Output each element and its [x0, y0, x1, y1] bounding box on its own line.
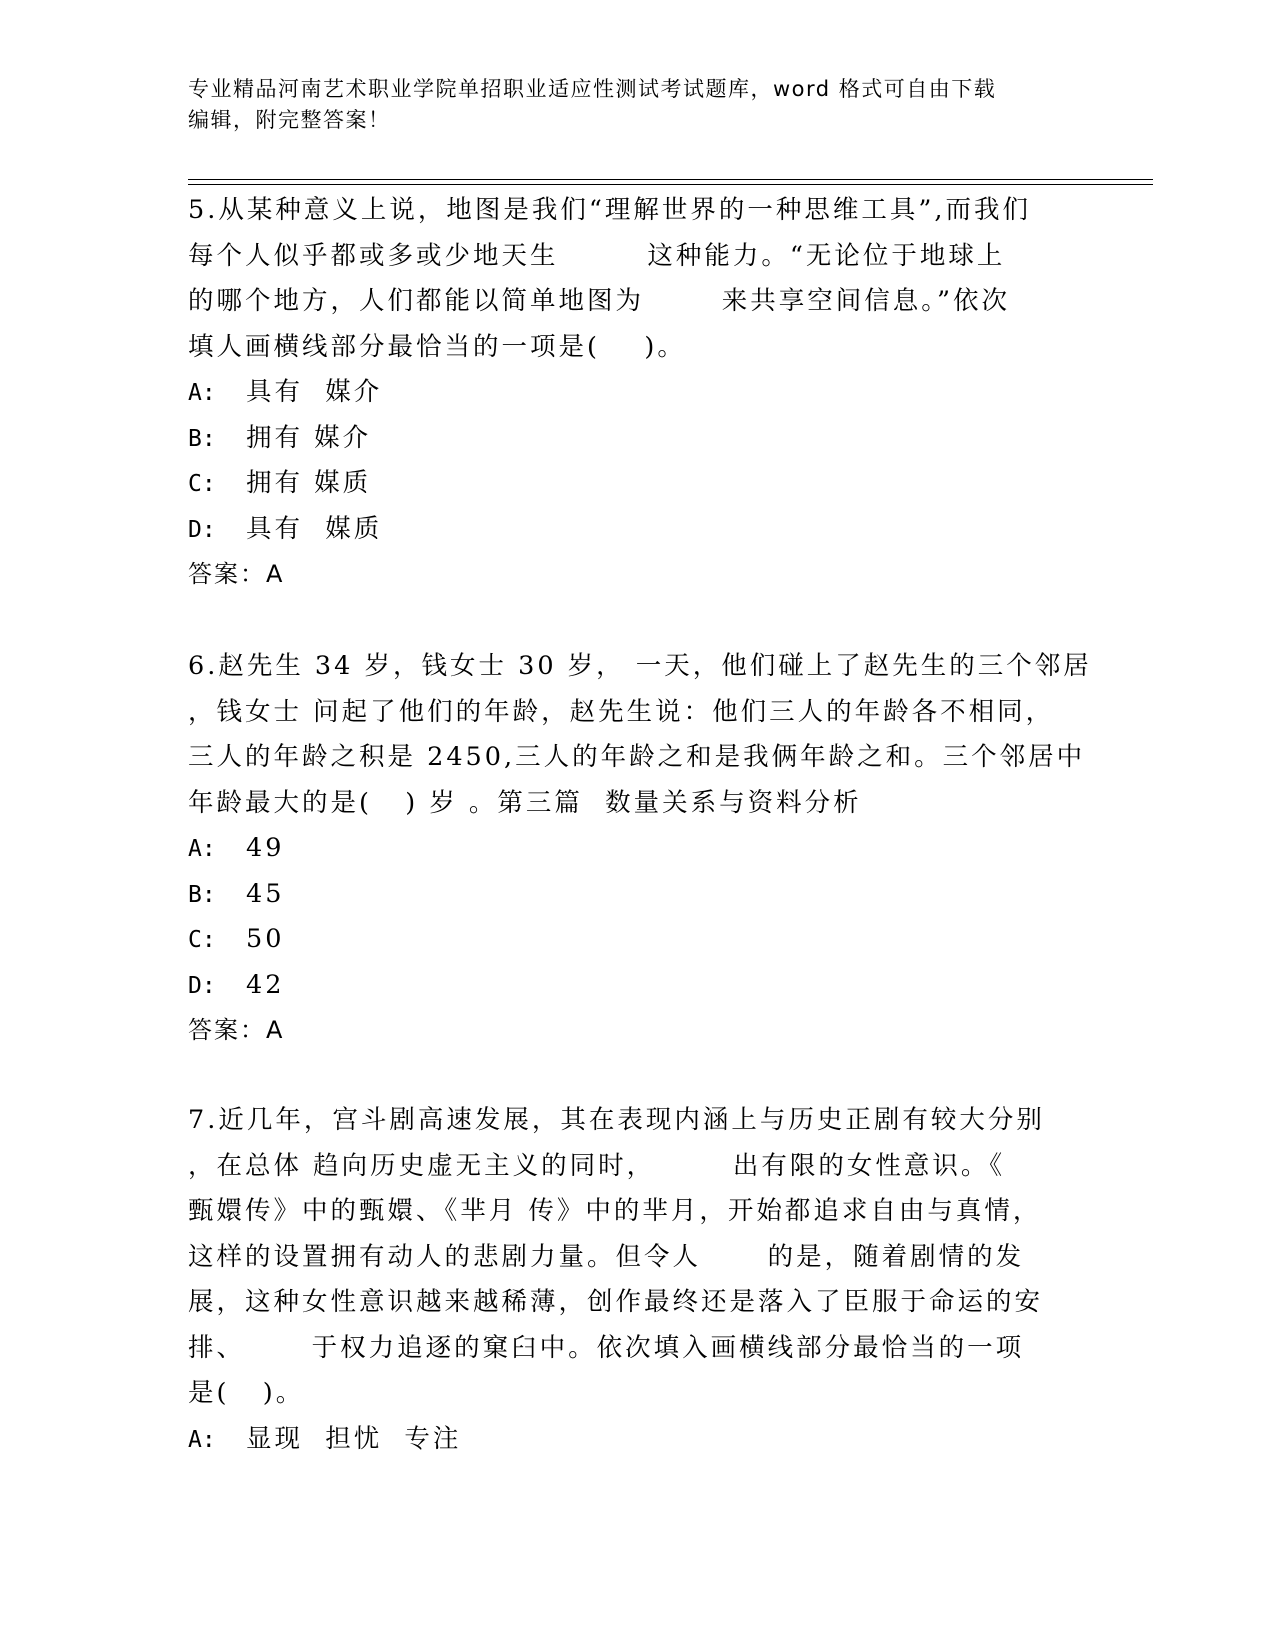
question-6-option-d	[188, 963, 1088, 1009]
question-5-option-b	[188, 416, 1088, 462]
option-letter: C:	[188, 471, 216, 497]
question-5-answer: 答案：A	[188, 560, 285, 588]
question-5-option-d	[188, 507, 1088, 553]
option-text: 拥有 媒介	[246, 422, 372, 453]
option-letter: D:	[188, 516, 216, 543]
option-text: 45	[246, 878, 285, 909]
question-6-line-4: 年龄最大的是( ) 岁 。第三篇 数量关系与资料分析	[188, 787, 862, 818]
option-text: 50	[246, 924, 285, 954]
option-letter: B:	[188, 881, 216, 908]
option-letter: A:	[188, 380, 216, 406]
header-divider-top	[188, 179, 1153, 180]
question-5-line-3: 的哪个地方，人们都能以简单地图为 来共享空间信息。”依次	[188, 286, 1011, 316]
option-letter: D:	[188, 972, 216, 999]
document-header	[188, 74, 1088, 136]
question-7-line-4: 这样的设置拥有动人的悲剧力量。但令人 的是，随着剧情的发	[188, 1241, 1025, 1272]
question-6-line-1: 6.赵先生 34 岁，钱女士 30 岁， 一天，他们碰上了赵先生的三个邻居	[188, 651, 1092, 681]
header-line-1: 专业精品河南艺术职业学院单招职业适应性测试考试题库，word 格式可自由下载	[188, 77, 997, 101]
question-5-option-a	[188, 370, 1088, 416]
question-6-option-c	[188, 917, 1088, 963]
option-letter: C:	[188, 927, 216, 953]
header-line-2: 编辑，附完整答案！	[188, 108, 391, 132]
question-5-option-c	[188, 461, 1088, 507]
question-7-line-7: 是( )。	[188, 1378, 305, 1408]
option-text: 42	[246, 969, 285, 1000]
question-6-line-3: 三人的年龄之积是 2450,三人的年龄之和是我俩年龄之和。三个邻居中	[188, 742, 1086, 772]
question-7-line-3: 甄嬛传》中的甄嬛、《芈月 传》中的芈月，开始都追求自由与真情，	[188, 1196, 1042, 1226]
question-5	[188, 188, 1088, 598]
option-letter: B:	[188, 425, 216, 452]
question-5-line-1: 5.从某种意义上说，地图是我们“理解世界的一种思维工具”,而我们	[188, 195, 1032, 225]
question-7-line-6: 排、 于权力追逐的窠臼中。依次填入画横线部分最恰当的一项	[188, 1332, 1025, 1363]
question-5-line-4: 填人画横线部分最恰当的一项是( )。	[188, 331, 686, 362]
question-7-line-5: 展，这种女性意识越来越稀薄，创作最终还是落入了臣服于命运的安	[188, 1287, 1044, 1317]
option-text: 显现 担忧 专注	[246, 1423, 462, 1454]
option-letter: A:	[188, 1426, 216, 1453]
question-6-answer: 答案：A	[188, 1016, 285, 1044]
question-6	[188, 644, 1092, 1054]
option-text: 拥有 媒质	[246, 468, 372, 498]
question-7-line-2: ，在总体 趋向历史虚无主义的同时， 出有限的女性意识。《	[188, 1150, 1006, 1181]
option-letter: A:	[188, 836, 216, 862]
question-6-option-a	[188, 826, 1088, 872]
question-6-line-2: ，钱女士 问起了他们的年龄，赵先生说：他们三人的年龄各不相同，	[188, 696, 1055, 727]
option-text: 具有 媒质	[246, 513, 383, 544]
question-5-line-2: 每个人似乎都或多或少地天生 这种能力。“无论位于地球上	[188, 240, 1006, 271]
option-text: 49	[246, 833, 285, 863]
header-divider-bottom	[188, 184, 1153, 185]
question-7-option-a	[188, 1417, 1088, 1463]
question-6-option-b	[188, 872, 1088, 918]
question-7	[188, 1098, 1088, 1462]
question-7-line-1: 7.近几年，宫斗剧高速发展，其在表现内涵上与历史正剧有较大分别	[188, 1105, 1045, 1135]
option-text: 具有 媒介	[246, 377, 383, 407]
